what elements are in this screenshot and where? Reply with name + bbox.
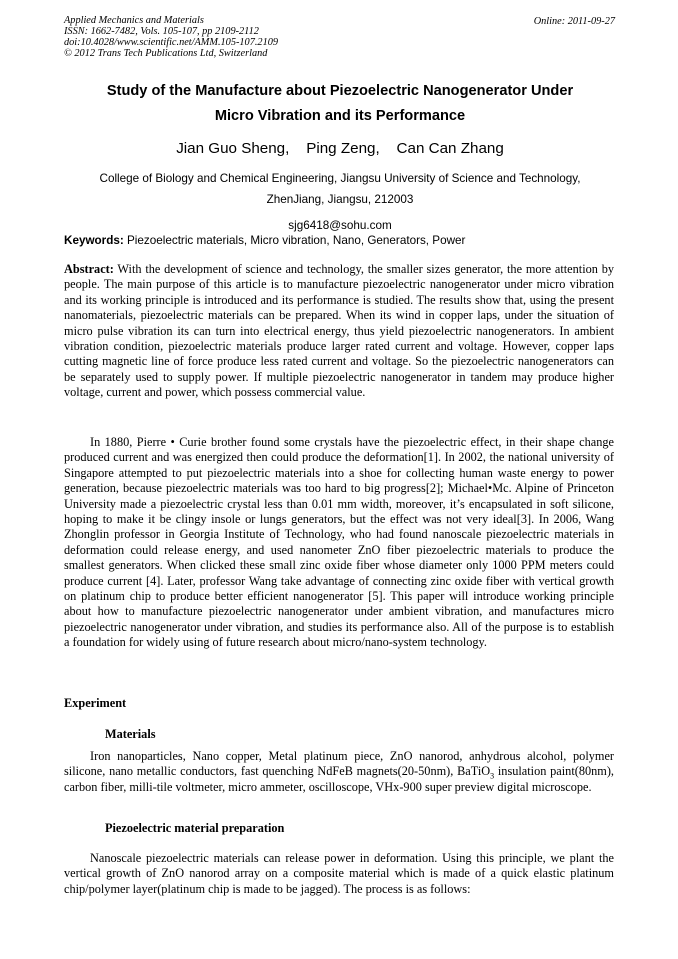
materials-text-1: Iron nanoparticles, Nano copper, Metal platinum piece, ZnO nanorod, anhydrous alcohol, polymer silicone, nano metallic conductors, fast quenching NdFeB magnets(20-50nm), BaTiO (64, 749, 614, 779)
materials-subscript: 3 (490, 771, 495, 781)
issn-line: ISSN: 1662-7482, Vols. 105-107, pp 2109-2112 (64, 26, 259, 37)
keywords (64, 234, 465, 247)
materials-text-2: insulation paint(80nm), carbon fiber, milli-tile voltmeter, micro ammeter, oscilloscope, VHx-900 super preview digital microscope. (64, 764, 615, 794)
paper-title-line-1: Study of the Manufacture about Piezoelectric Nanogenerator Under (106, 83, 574, 99)
preparation-paragraph: Nanoscale piezoelectric materials can release power in deformation. Using this principle, we plant the vertical growth of ZnO nanorod array on a composite material which is made of a quick elastic platinum chip/polymer layer(platinum chip is made to be jagged). The process is as follows: (64, 851, 614, 896)
doi-line: doi:10.4028/www.scientific.net/AMM.105-107.2109 (64, 37, 279, 48)
online-date: Online: 2011-09-27 (533, 16, 615, 27)
abstract-label: Abstract: (64, 262, 114, 276)
abstract-text: With the development of science and technology, the smaller sizes generator, the more attention by people. The main purpose of this article is to manufacture piezoelectric nanogenerator under micro vibration and its working principle is introduced and its performance is studied. The results show that, using the present nanomaterials, piezoelectric materials can be prepared. When its wind in copper laps, under the situation of micro pulse vibration its can turn into electrical energy, thus yield piezoelectric nanogenerators. In ambient vibration condition, piezoelectric materials produce larger rated current and voltage. However, copper laps cutting magnetic line of force produce less rated current and voltage. So the piezoelectric nanogenerators can be separately used to supply power. If multiple piezoelectric nanogenerator in tandem may produce higher voltage, current and power, which possess commercial value. (64, 262, 614, 400)
abstract (64, 262, 614, 401)
author-list: Jian Guo Sheng, Ping Zeng, Can Can Zhang (176, 140, 504, 157)
affiliation-line-1: College of Biology and Chemical Engineering, Jiangsu University of Science and Technology, (99, 172, 581, 185)
introduction-paragraph: In 1880, Pierre • Curie brother found some crystals have the piezoelectric effect, in their shape change produced current and was energized then could produce the deformation[1]. In 2002, the national university of Singapore attempted to put piezoelectric materials into a shoe for collecting human waste energy to power generation, because piezoelectric materials was too hard to big progress[2]; Michael•Mc. Alpine of Princeton University made a piezoelectric crystal less than 0.01 mm width, moreover, it’s encapsulated in soft silicone, hoping to make it be clingy insole or lungs generators, but the effect was not very ideal[3]. In 2006, Wang Zhonglin professor in Georgia Institute of Technology, who had found nanoscale piezoelectric materials in deformation could release energy, and used nanometer ZnO fiber piezoelectric materials to produce the smallest generators. When clicked these small zinc oxide fiber whose diameter only 1000 PPM meters could produce current [4]. Later, professor Wang take advantage of connecting zinc oxide fiber with vertical growth on platinum chip to produce better efficient nanogenerator [5]. This paper will introduce working principle about how to manufacture piezoelectric nanogenerator under ambient vibration, and manufactures micro piezoelectric nanogenerator under vibration, and studies its performance also. All of the purpose is to establish a foundation for widely using of future research about micro/nano-system technology. (64, 435, 614, 650)
paper-title-line-2: Micro Vibration and its Performance (214, 108, 466, 124)
subsection-heading-preparation: Piezoelectric material preparation (105, 821, 285, 835)
journal-name: Applied Mechanics and Materials (64, 15, 204, 26)
affiliation-line-2: ZhenJiang, Jiangsu, 212003 (266, 193, 414, 206)
section-heading-experiment: Experiment (64, 696, 127, 710)
keywords-label: Keywords: (64, 234, 124, 247)
materials-paragraph (64, 749, 614, 795)
keywords-text: Piezoelectric materials, Micro vibration, Nano, Generators, Power (123, 234, 466, 247)
author-email: sjg6418@sohu.com (288, 219, 392, 232)
subsection-heading-materials: Materials (105, 727, 156, 741)
copyright-line: © 2012 Trans Tech Publications Ltd, Switzerland (64, 48, 268, 59)
